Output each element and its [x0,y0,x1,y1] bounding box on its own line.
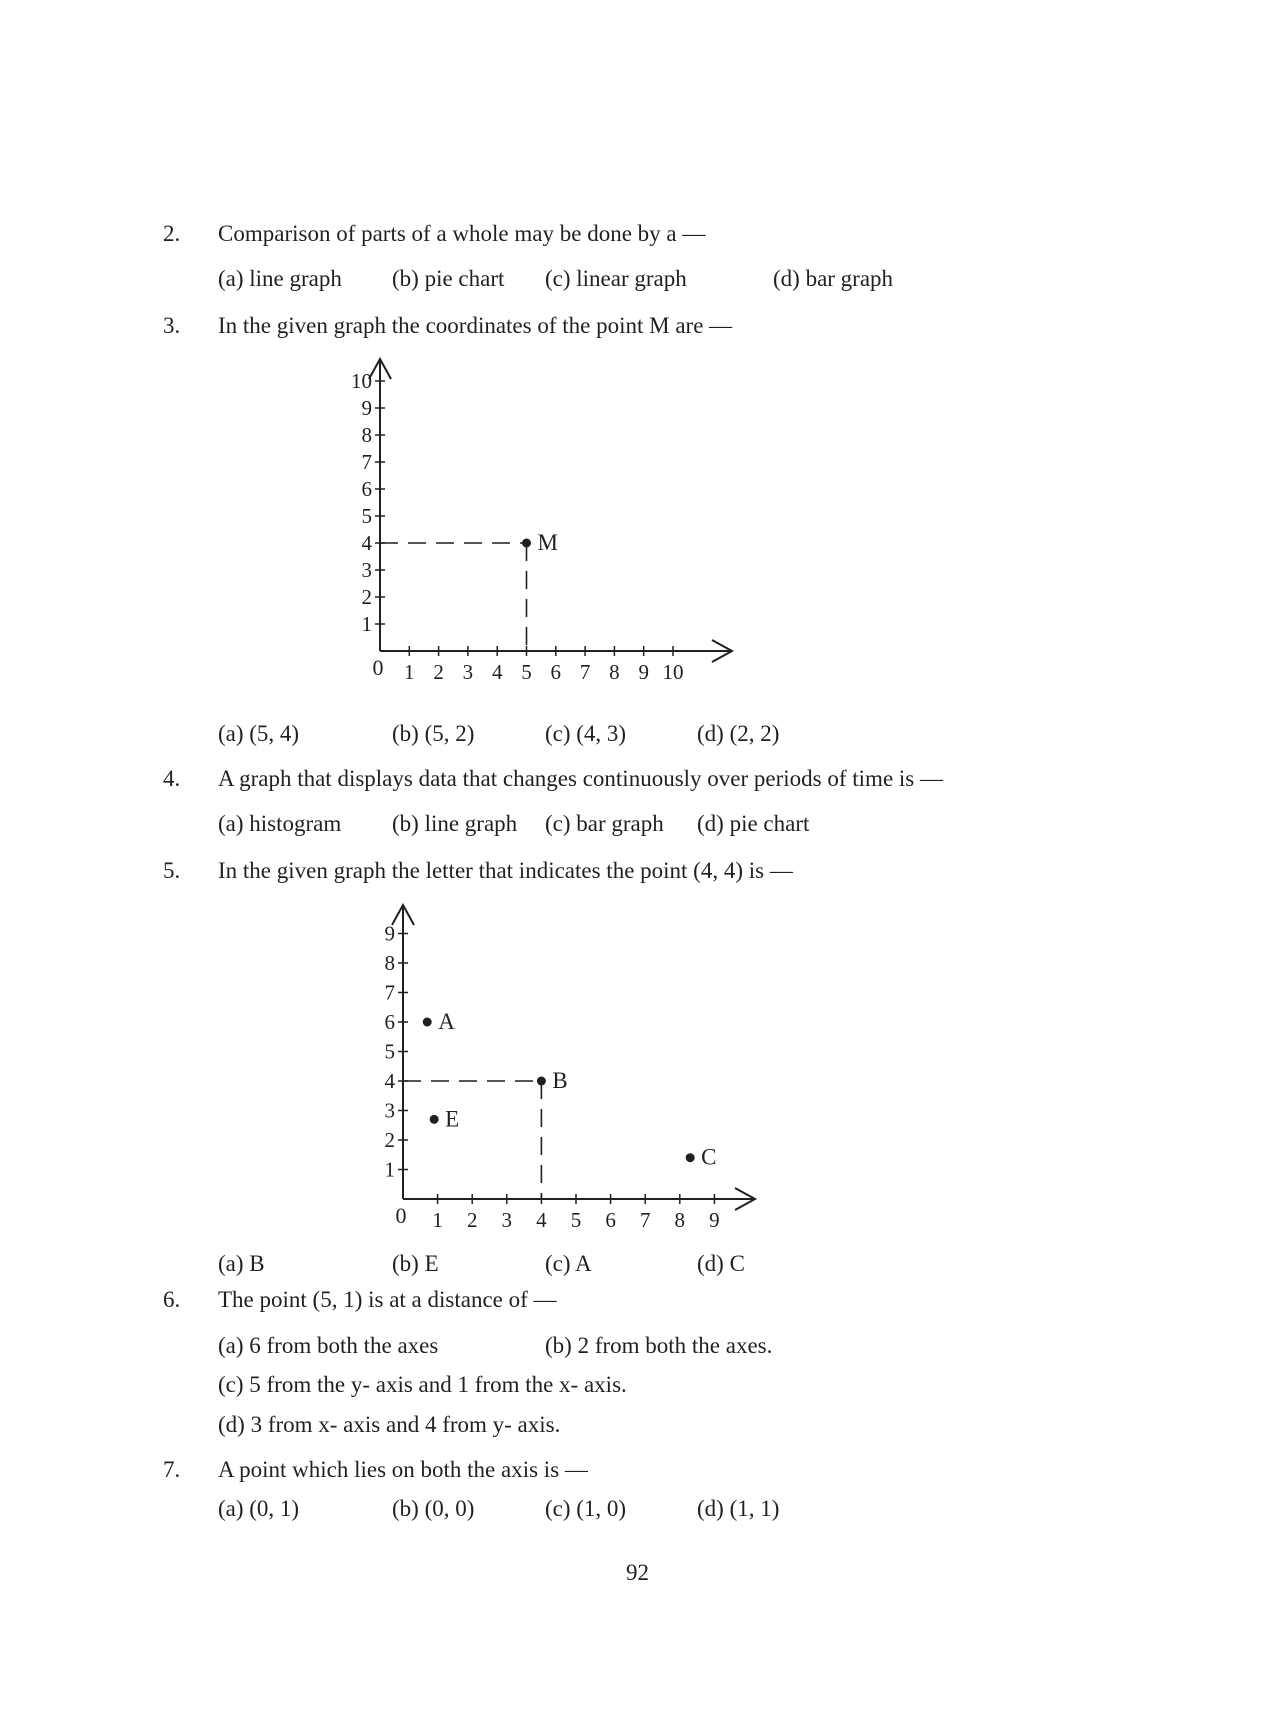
question-6-option-c: (c) 5 from the y- axis and 1 from the x- axis. [218,1372,627,1397]
question-6-number: 6. [163,1287,181,1312]
x-tick-label: 6 [550,660,562,684]
question-6-option-d: (d) 3 from x- axis and 4 from y- axis. [218,1412,561,1437]
y-tick-label: 5 [384,1039,395,1064]
question-5-option-b: (b) E [392,1251,439,1276]
x-tick-label: 4 [536,1208,547,1232]
x-tick-label: 2 [466,1208,478,1232]
point-label-a: A [438,1009,455,1034]
y-tick-label: 1 [361,612,372,636]
x-tick-label: 5 [521,660,532,684]
y-tick-label: 10 [351,369,372,393]
point-label-m: M [537,530,558,555]
x-tick-label: 8 [609,660,620,684]
x-tick-label: 3 [462,660,474,684]
x-tick-label: 5 [570,1208,582,1232]
question-3-option-a: (a) (5, 4) [218,721,300,746]
question-3-option-d: (d) (2, 2) [697,721,780,746]
question-5-option-d: (d) C [697,1251,745,1276]
question-7-text: A point which lies on both the axis is — [218,1457,588,1482]
question-4-text: A graph that displays data that changes continuously over periods of time is — [218,766,943,791]
point-b [537,1077,546,1086]
question-4-option-a: (a) histogram [218,811,342,836]
y-tick-label: 2 [384,1128,395,1152]
x-tick-label: 9 [638,660,649,684]
x-tick-label: 3 [501,1208,513,1232]
y-tick-label: 3 [361,558,372,582]
question-6-option-a: (a) 6 from both the axes [218,1333,439,1358]
y-tick-label: 8 [361,423,372,447]
y-tick-label: 6 [361,477,372,501]
question-4-option-d: (d) pie chart [697,811,810,836]
question-2-number: 2. [163,221,181,246]
x-tick-label: 4 [491,660,503,684]
question-5-option-a: (a) B [218,1251,265,1276]
point-a [423,1018,432,1027]
x-tick-label: 8 [674,1208,686,1232]
point-c [686,1153,695,1162]
x-tick-label: 2 [433,660,444,684]
question-4-option-b: (b) line graph [392,811,518,836]
question-2-option-b: (b) pie chart [392,266,505,291]
y-tick-label: 4 [361,531,372,555]
point-label-b: B [552,1068,568,1093]
point-label-c: C [701,1144,717,1170]
page-number: 92 [626,1560,649,1585]
question-7-option-c: (c) (1, 0) [545,1496,627,1521]
question-3-number: 3. [163,313,181,338]
point-label-e: E [445,1106,460,1132]
question-2-option-d: (d) bar graph [773,266,894,291]
x-tick-label: 7 [639,1208,651,1232]
question-7-option-d: (d) (1, 1) [697,1496,780,1521]
question-4-option-c: (c) bar graph [545,811,664,836]
question-5-option-c: (c) A [545,1251,592,1276]
y-tick-label: 6 [384,1010,395,1034]
origin-label: 0 [372,655,384,680]
question-3-option-b: (b) (5, 2) [392,721,475,746]
y-tick-label: 7 [384,980,395,1005]
question-7-number: 7. [163,1457,181,1482]
question-7-option-a: (a) (0, 1) [218,1496,300,1521]
x-tick-label: 1 [432,1208,443,1232]
origin-label: 0 [395,1203,407,1228]
question-7-option-b: (b) (0, 0) [392,1496,475,1521]
x-tick-label: 9 [709,1208,720,1232]
y-tick-label: 8 [384,951,395,975]
y-tick-label: 4 [384,1069,395,1093]
question-2-text: Comparison of parts of a whole may be done by a — [218,221,706,246]
question-6-option-b: (b) 2 from both the axes. [545,1333,773,1358]
question-2-option-a: (a) line graph [218,266,342,291]
x-tick-label: 1 [404,660,415,684]
question-5-text: In the given graph the letter that indicates the point (4, 4) is — [218,858,793,883]
y-tick-label: 9 [384,921,395,946]
y-tick-label: 3 [384,1098,395,1123]
question-3-text: In the given graph the coordinates of the point M are — [218,313,733,338]
question-6-text: The point (5, 1) is at a distance of — [218,1287,557,1312]
y-tick-label: 5 [361,504,372,528]
y-tick-label: 2 [361,585,372,609]
x-tick-label: 10 [662,660,684,684]
question-3-option-c: (c) (4, 3) [545,721,627,746]
point-e [430,1115,439,1124]
question-5-number: 5. [163,858,181,883]
question-2-option-c: (c) linear graph [545,266,687,291]
y-tick-label: 9 [361,396,372,420]
x-tick-label: 7 [579,660,591,684]
x-tick-label: 6 [605,1208,616,1232]
question-4-number: 4. [163,766,181,791]
y-tick-label: 7 [361,450,372,474]
y-tick-label: 1 [384,1157,395,1182]
